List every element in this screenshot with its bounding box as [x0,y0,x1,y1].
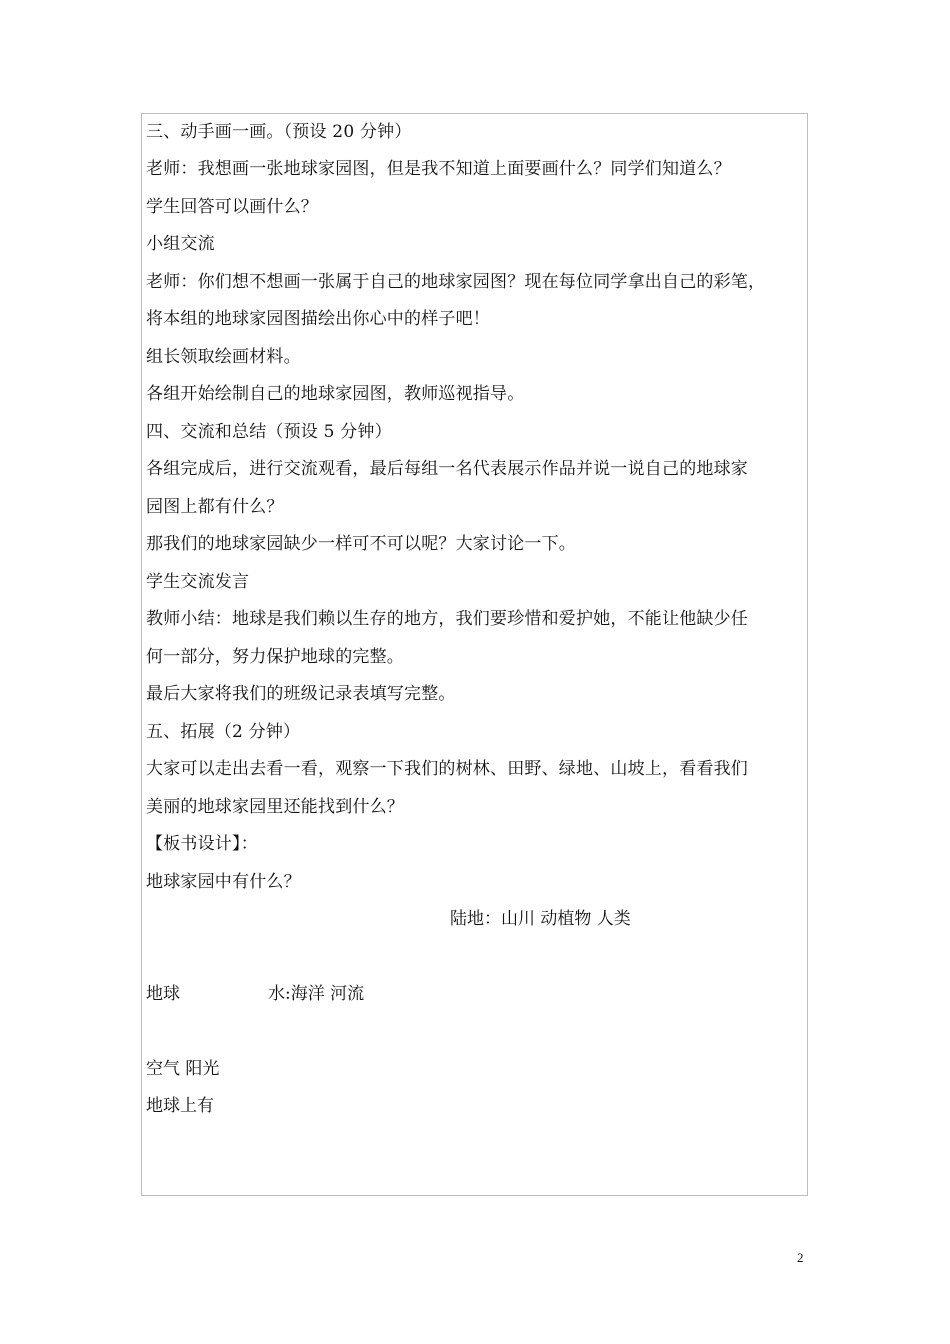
text-line: 那我们的地球家园缺少一样可不可以呢？大家讨论一下。 [146,534,576,554]
board-air-sun: 空气 阳光 [146,1059,220,1079]
text-line: 各组开始绘制自己的地球家园图，教师巡视指导。 [146,384,525,404]
text-line: 园图上都有什么？ [146,497,284,517]
text-line: 三、动手画一画。（预设 20 分钟） [146,122,412,142]
text-line: 各组完成后，进行交流观看，最后每组一名代表展示作品并说一说自己的地球家 [146,459,748,479]
text-line: 四、交流和总结（预设 5 分钟） [146,422,392,442]
text-line: 学生回答可以画什么？ [146,197,318,217]
text-line: 美丽的地球家园里还能找到什么？ [146,797,404,817]
text-line: 老师：我想画一张地球家园图，但是我不知道上面要画什么？同学们知道么？ [146,159,731,179]
board-water: 水:海洋 河流 [268,984,365,1004]
text-line: 组长领取绘画材料。 [146,347,301,367]
text-line: 学生交流发言 [146,572,250,592]
board-earth: 地球 [146,984,180,1004]
text-line: 【板书设计】： [146,834,258,854]
text-line: 何一部分，努力保护地球的完整。 [146,647,404,667]
page-number: 2 [797,1250,804,1265]
text-line: 地球家园中有什么？ [146,872,301,892]
board-land: 陆地：山川 动植物 人类 [450,909,631,929]
text-line: 大家可以走出去看一看，观察一下我们的树林、田野、绿地、山坡上，看看我们 [146,759,748,779]
board-earth-has: 地球上有 [146,1096,214,1116]
text-line: 最后大家将我们的班级记录表填写完整。 [146,684,456,704]
text-line: 老师：你们想不想画一张属于自己的地球家园图？现在每位同学拿出自己的彩笔， [146,272,766,292]
text-line: 小组交流 [146,234,215,254]
text-line: 教师小结：地球是我们赖以生存的地方，我们要珍惜和爱护她，不能让他缺少任 [146,609,748,629]
text-line: 将本组的地球家园图描绘出你心中的样子吧！ [146,309,490,329]
text-line: 五、拓展（2 分钟） [146,722,301,742]
